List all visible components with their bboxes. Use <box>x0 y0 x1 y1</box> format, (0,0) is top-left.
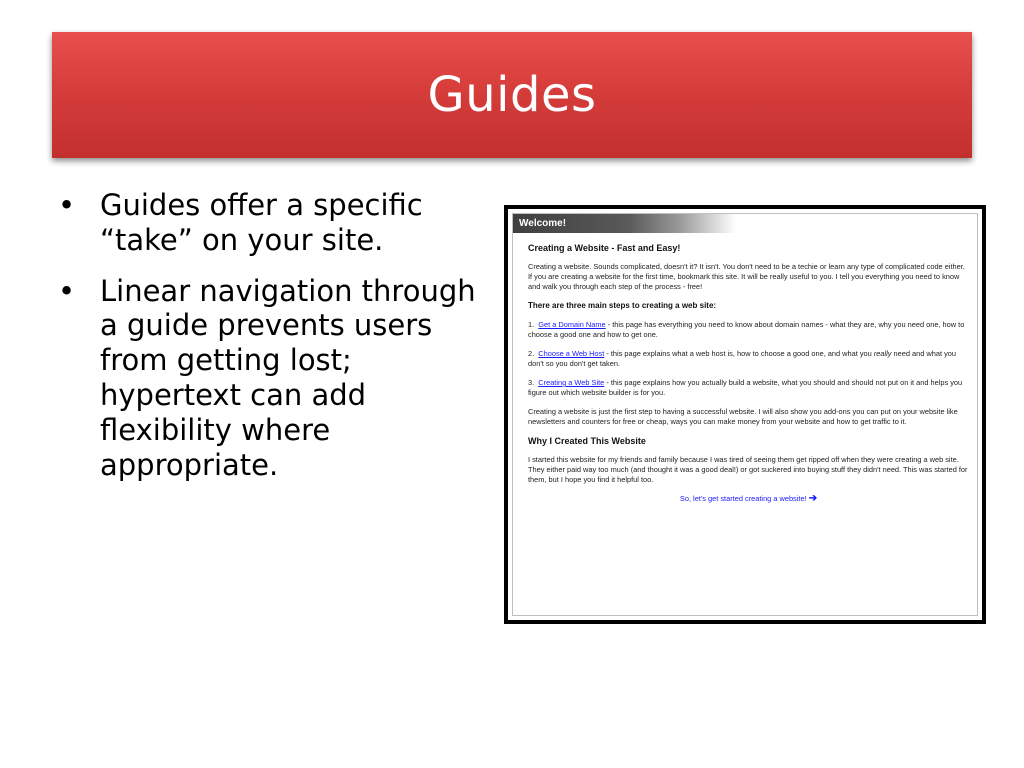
bullet-icon: • <box>58 188 76 222</box>
step-emphasis: really <box>873 349 892 358</box>
steps-heading: There are three main steps to creating a web site: <box>528 301 717 310</box>
link-choose-web-host[interactable]: Choose a Web Host <box>538 349 605 358</box>
arrow-right-icon[interactable]: ➔ <box>808 493 818 504</box>
step-3 <box>528 378 969 398</box>
step-number: 3. <box>528 378 535 387</box>
link-creating-web-site[interactable]: Creating a Web Site <box>538 378 605 387</box>
bullet-text: Linear navigation through a guide prevents users from getting lost; hypertext can add flexibility where appropriate. <box>100 273 476 482</box>
step-number: 1. <box>528 320 535 329</box>
bullet-text: Guides offer a specific “take” on your site. <box>100 188 423 257</box>
heading-creating-website: Creating a Website - Fast and Easy! <box>528 243 681 253</box>
step-1 <box>528 320 969 340</box>
get-started-link[interactable] <box>528 494 969 504</box>
step-text: need and what you don't so you don't get taken. <box>528 349 957 368</box>
title-bar <box>52 32 972 158</box>
link-get-domain-name[interactable]: Get a Domain Name <box>538 320 606 329</box>
screenshot-content <box>512 213 978 616</box>
slide-title: Guides <box>427 67 597 123</box>
step-text: - this page has everything you need to know about domain names - what they are, why you need one, how to choose a good one and how to get one. <box>528 320 965 339</box>
bullet-list <box>58 188 498 498</box>
bullet-item <box>58 188 498 258</box>
screenshot-body <box>513 233 977 504</box>
website-screenshot <box>504 205 986 624</box>
bullet-icon: • <box>58 273 76 308</box>
intro-paragraph: Creating a website. Sounds complicated, doesn't it? It isn't. You don't need to be a techie or learn any type of complicated code either. If you are creating a website for the first time, bookmark this site. It will be really useful to you. I tell you everything you need to know and walk you through each step of the process - free! <box>528 262 965 291</box>
step-text: - this page explains what a web host is, how to choose a good one, and what you <box>604 349 874 358</box>
step-number: 2. <box>528 349 535 358</box>
get-started-text[interactable]: So, let's get started creating a website! <box>679 494 807 503</box>
step-2 <box>528 349 969 369</box>
welcome-header: Welcome! <box>513 214 977 233</box>
paragraph-why: I started this website for my friends and family because I was tired of seeing them get ripped off when they were creating a web site. They either paid way too much (and thought it was a good deal!) or got suckered into buying stuff they didn't need. This was started for them, but I hope you find it helpful too. <box>528 455 968 484</box>
heading-why-created: Why I Created This Website <box>528 436 646 446</box>
step-text: - this page explains how you actually build a website, what you should and should not put on it and helps you figure out which website builder is for you. <box>528 378 963 397</box>
bullet-item <box>58 274 498 483</box>
paragraph-first-step: Creating a website is just the first step to having a successful website. I will also show you add-ons you can put on your website like newsletters and counters for free or cheap, ways you can make money from your website and how to get traffic to it. <box>528 407 958 426</box>
